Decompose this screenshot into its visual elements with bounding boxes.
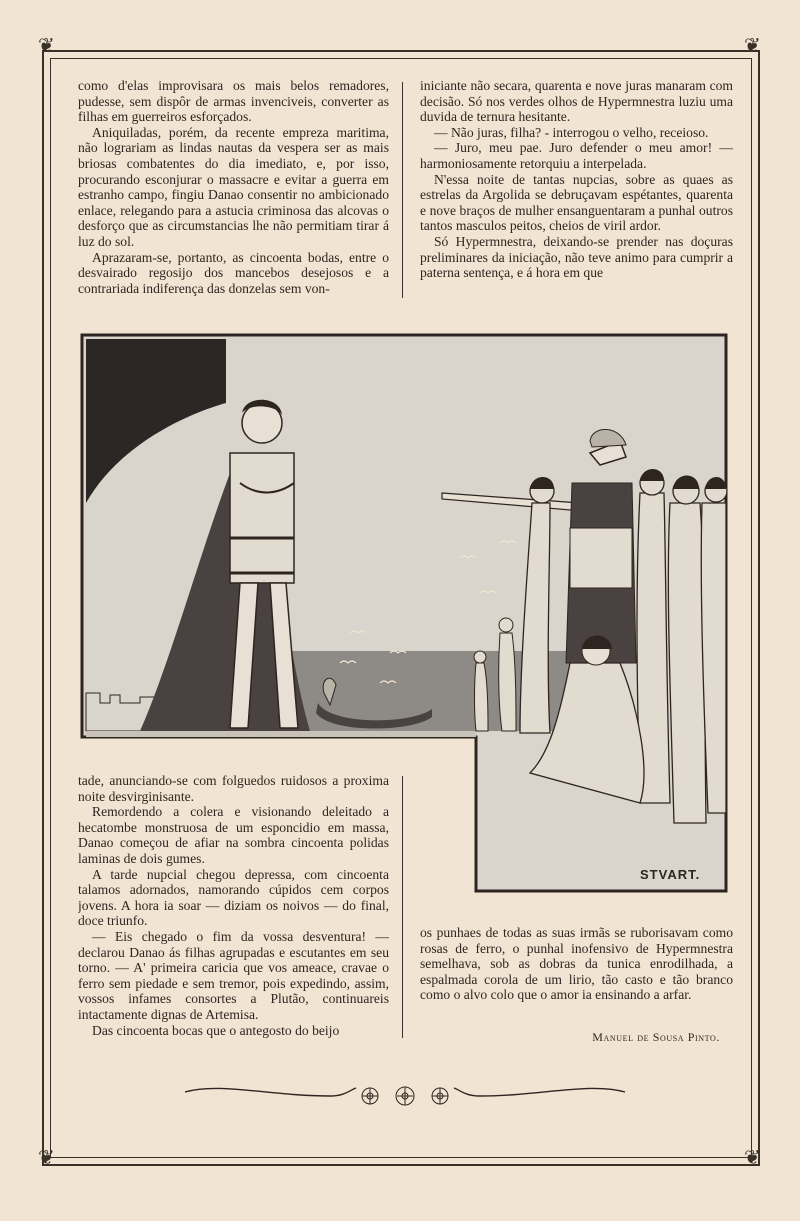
beach (86, 731, 476, 737)
corner-ornament-top-right: ❦ (744, 35, 761, 57)
paragraph: — Juro, meu pae. Juro defender o meu amor! — harmoniosamente retorquiu a interpelada. (420, 140, 733, 171)
text-column-right-top (420, 78, 733, 300)
paragraph: Das cincoenta bocas que o antegosto do beijo (92, 1022, 340, 1038)
paragraph: Aprazaram-se, portanto, as cincoenta bodas, entre o desvairado regosijo dos mancebos desejosos e a contrariada indiferença das donzelas sem von- (78, 249, 389, 296)
column-divider-bottom (402, 776, 403, 1038)
ornament-scroll-left (185, 1088, 356, 1096)
footer-ornament (180, 1078, 630, 1118)
paragraph: — Eis chegado o fim da vossa desventura! — declarou Danao ás filhas agrupadas e escutantes em seu torno. — A' primeira caricia que vos ameace, cravae o ferro sem piedade e sem tremor, pois expedindo, assim, vossos infames consortes a Plutão, continuareis intactamente dignas de Artemisa. (78, 928, 389, 1022)
text-column-right-bottom (420, 925, 733, 1005)
paragraph: como d'elas improvisara os mais belos remadores, pudesse, sem dispôr de armas invenciveis, converter as filhas em guerreiros esforçados. (78, 78, 389, 125)
paragraph: — Não juras, filha? - interrogou o velho, receioso. (434, 124, 709, 140)
paragraph: N'essa noite de tantas nupcias, sobre as quaes as estrelas da Argolida se debruçavam espétantes, quarenta e nove braços de mulher ensanguentaram a punhal outros tantos masculos peitos, cheios de viril ardor. (420, 171, 733, 234)
author-signature: Manuel de Sousa Pinto. (592, 1030, 720, 1044)
paragraph: tade, anunciando-se com folguedos ruidosos a proxima noite desvirginisante. (78, 773, 389, 804)
text-column-left-top (78, 78, 389, 300)
text-column-left-bottom (78, 773, 389, 1043)
paragraph: os punhaes de todas as suas irmãs se ruborisavam como rosas de ferro, o punhal inofensivo de Hypermnestra semelhava, sob as dobras da tunica enrodilhada, a espalmada corola de um lirio, tão casto e tão branco como o alvo colo que o amor ia ensinando a arfar. (420, 925, 733, 1003)
corner-ornament-bottom-left: ❦ (38, 1147, 55, 1169)
ornament-flowers (362, 1087, 448, 1105)
column-divider-top (402, 82, 403, 298)
paragraph: A tarde nupcial chegou depressa, com cincoenta talamos adornados, namorando cúpidos cem corpos jovens. A hora ia soar — diziam os noivos — do final, doce triunfo. (78, 866, 389, 929)
corner-ornament-top-left: ❦ (38, 35, 55, 57)
hero-tunic (230, 453, 294, 583)
corner-ornament-bottom-right: ❦ (744, 1147, 761, 1169)
ornament-scroll-right (454, 1088, 625, 1096)
paragraph: Remordendo a colera e visionando deleitado a hecatombe monstruosa de um esponcidio em massa, Danao começou de afiar na sombra cincoenta polidas laminas de dois gumes. (78, 804, 389, 866)
paragraph: iniciante não secara, quarenta e nove juras manaram com decisão. Só nos verdes olhos de Hypermnestra luziu uma duvida de ternura hesitante. (420, 78, 733, 125)
paragraph: Aniquiladas, porém, da recente empreza maritima, não lograriam as lindas nautas da vespera ser as mais briosas combatentes do dia imediato, e, por isso, procurando esconjurar o massacre e evitar a guerra em estranho campo, fingiu Danao consentir no ambicionado enlace, relegando para a astucia criminosa das alcovas o desforço que as circumstancias lhe não permitiam tirar á luz do sol. (78, 124, 389, 249)
paragraph: Só Hypermnestra, deixando-se prender nas doçuras preliminares da iniciação, não teve animo para cumprir a paterna sentença, e á hora em que (420, 233, 733, 281)
artist-signature: STVART. (640, 867, 701, 882)
king-belt (570, 528, 632, 588)
